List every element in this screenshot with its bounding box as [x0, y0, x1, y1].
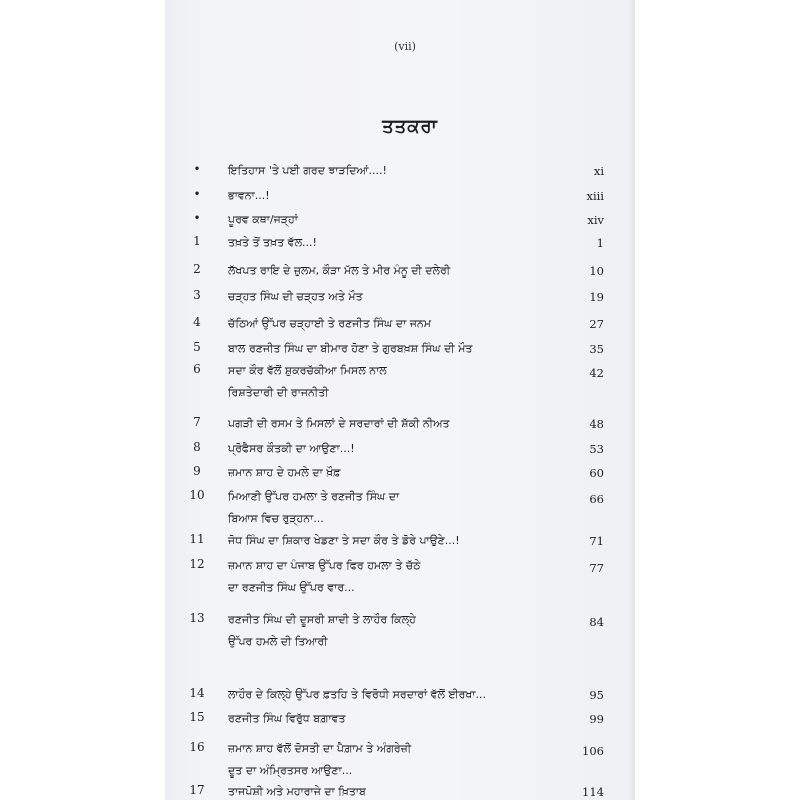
chapter-number: 1 [193, 234, 201, 248]
page-reference: 77 [589, 561, 604, 575]
toc-entry [0, 415, 800, 435]
chapter-title-line: ਜ਼ਮਾਨ ਸ਼ਾਹ ਦੇ ਹਮਲੇ ਦਾ ਖ਼ੌਫ਼ [228, 466, 341, 479]
chapter-number: 4 [193, 315, 201, 329]
chapter-title-line: ਭਾਵਨਾ...! [228, 189, 270, 202]
chapter-title-line: ਰਣਜੀਤ ਸਿੰਘ ਵਿਰੁੱਧ ਬਗ਼ਾਵਤ [228, 712, 346, 725]
toc-entry [0, 686, 800, 706]
chapter-number: 11 [189, 532, 205, 546]
toc-entry [0, 783, 800, 800]
chapter-title-line: ਪ੍ਰੋਫੈਸਰ ਕੌਤਕੀ ਦਾ ਆਉਣਾ...! [228, 442, 355, 455]
page-reference: 95 [589, 688, 604, 702]
chapter-number: 9 [193, 464, 201, 478]
chapter-number: 15 [189, 710, 205, 724]
toc-entry [0, 234, 800, 254]
toc-entry [0, 532, 800, 552]
toc-entry [0, 211, 800, 231]
page-reference: 66 [589, 492, 604, 506]
chapter-title-line: ਤਖ਼ਤੇ ਤੋਂ ਤਖ਼ਤ ਵੱਲ...! [228, 236, 317, 249]
chapter-title-line: ਉੱਪਰ ਹਮਲੇ ਦੀ ਤਿਆਰੀ [228, 635, 328, 648]
chapter-title-line: ਰਣਜੀਤ ਸਿੰਘ ਦੀ ਦੂਸਰੀ ਸ਼ਾਦੀ ਤੇ ਲਾਹੌਰ ਕਿਲ੍ਹੇ [228, 613, 416, 626]
chapter-number: 12 [189, 557, 205, 571]
page-reference: xiii [586, 189, 604, 203]
chapter-title-line: ਜ਼ਮਾਨ ਸ਼ਾਹ ਦਾ ਪੰਜਾਬ ਉੱਪਰ ਫਿਰ ਹਮਲਾ ਤੇ ਚੱਠੇ [228, 559, 421, 572]
chapter-title-line: ਤਾਜਪੋਸ਼ੀ ਅਤੇ ਮਹਾਰਾਜੇ ਦਾ ਖ਼ਿਤਾਬ [228, 785, 366, 798]
chapter-number: 7 [193, 415, 201, 429]
page-reference: 42 [589, 366, 604, 380]
toc-entry [0, 288, 800, 308]
toc-entry [0, 340, 800, 360]
chapter-number: 14 [189, 686, 205, 700]
chapter-number: 5 [193, 340, 201, 354]
chapter-title-line: ਬਾਲ ਰਣਜੀਤ ਸਿੰਘ ਦਾ ਬੀਮਾਰ ਹੋਣਾ ਤੇ ਗੁਰਬਖ਼ਸ਼ ਸਿੰਘ ਦੀ ਮੌਤ [228, 342, 473, 355]
page-reference: 19 [589, 290, 604, 304]
page-reference: xi [593, 164, 604, 178]
chapter-title-line: ਦੂਤ ਦਾ ਅੰਮ੍ਰਿਤਸਰ ਆਉਣਾ... [228, 764, 353, 777]
page-reference: xiv [587, 213, 604, 227]
toc-entry [0, 362, 800, 399]
page-reference: 114 [582, 785, 604, 799]
toc-entry [0, 488, 800, 525]
chapter-title-line: ਜੋਧ ਸਿੰਘ ਦਾ ਸ਼ਿਕਾਰ ਖੇਡਣਾ ਤੇ ਸਦਾ ਕੌਰ ਤੇ ਡੋਰੇ ਪਾਉਣੇ...! [228, 534, 460, 547]
toc-entry [0, 710, 800, 730]
toc-entry [0, 187, 800, 207]
chapter-title-line: ਜ਼ਮਾਨ ਸ਼ਾਹ ਵੱਲੋਂ ਦੋਸਤੀ ਦਾ ਪੈਗ਼ਾਮ ਤੇ ਅੰਗਰੇਜ਼ੀ [228, 742, 412, 755]
chapter-number: 6 [193, 362, 201, 376]
page-reference: 1 [596, 236, 604, 250]
toc-entry [0, 740, 800, 777]
page-reference: 27 [589, 317, 604, 331]
page-reference: 53 [589, 442, 604, 456]
page-reference: 99 [589, 712, 604, 726]
toc-entry [0, 440, 800, 460]
chapter-number: 16 [189, 740, 205, 754]
chapter-title-line: ਚੱਠਿਆਂ ਉੱਪਰ ਚੜ੍ਹਾਈ ਤੇ ਰਣਜੀਤ ਸਿੰਘ ਦਾ ਜਨਮ [228, 317, 432, 330]
page-reference: 60 [589, 466, 604, 480]
page-reference: 106 [582, 744, 604, 758]
chapter-title-line: ਚੜ੍ਹਤ ਸਿੰਘ ਦੀ ਚੜ੍ਹਤ ਅਤੇ ਮੌਤ [228, 290, 363, 303]
toc-entry [0, 262, 800, 282]
toc-entry [0, 464, 800, 484]
chapter-number: 2 [193, 262, 201, 276]
chapter-number: 10 [189, 488, 205, 502]
toc-bullet: • [193, 162, 201, 176]
page-reference: 10 [589, 264, 604, 278]
chapter-title-line: ਸਦਾ ਕੌਰ ਵੱਲੋਂ ਸ਼ੁਕਰਚੱਕੀਆ ਮਿਸਲ ਨਾਲ [228, 364, 387, 377]
toc-entry [0, 162, 800, 182]
page-reference: 48 [589, 417, 604, 431]
chapter-title-line: ਇਤਿਹਾਸ 'ਤੇ ਪਈ ਗਰਦ ਝਾੜਦਿਆਂ....! [228, 164, 387, 177]
toc-entry [0, 557, 800, 594]
chapter-title-line: ਮਿਆਣੀ ਉੱਪਰ ਹਮਲਾ ਤੇ ਰਣਜੀਤ ਸਿੰਘ ਦਾ [228, 490, 400, 503]
chapter-number: 17 [189, 783, 205, 797]
chapter-title-line: ਰਿਸ਼ਤੇਦਾਰੀ ਦੀ ਰਾਜਨੀਤੀ [228, 386, 329, 399]
chapter-number: 3 [193, 288, 201, 302]
chapter-title-line: ਦਾ ਰਣਜੀਤ ਸਿੰਘ ਉੱਪਰ ਵਾਰ... [228, 581, 355, 594]
toc-entry [0, 315, 800, 335]
toc-entry [0, 611, 800, 648]
chapter-number: 13 [189, 611, 205, 625]
chapter-title-line: ਬਿਆਸ ਵਿਚ ਰੁੜ੍ਹਨਾ... [228, 512, 324, 525]
toc-bullet: • [193, 211, 201, 225]
chapter-title-line: ਲਾਹੌਰ ਦੇ ਕਿਲ੍ਹੇ ਉੱਪਰ ਫ਼ਤਹਿ ਤੇ ਵਿਰੋਧੀ ਸਰਦਾਰਾਂ ਵੱਲੋਂ ਈਰਖਾ... [228, 688, 487, 701]
page-reference: 84 [589, 615, 604, 629]
page-reference: 35 [589, 342, 604, 356]
page-number: (vii) [394, 40, 416, 53]
chapter-title-line: ਲੱਖਪਤ ਰਾਇ ਦੇ ਜ਼ੁਲਮ, ਕੌੜਾ ਮੱਲ ਤੇ ਮੀਰ ਮੰਨੂ ਦੀ ਦਲੇਰੀ [228, 264, 451, 277]
chapter-title-line: ਪੂਰਵ ਕਥਾ/ਜੜ੍ਹਾਂ [228, 213, 298, 226]
toc-bullet: • [193, 187, 201, 201]
chapter-number: 8 [193, 440, 201, 454]
chapter-title-line: ਪਗੜੀ ਦੀ ਰਸਮ ਤੇ ਮਿਸਲਾਂ ਦੇ ਸਰਦਾਰਾਂ ਦੀ ਸ਼ੱਕੀ ਨੀਅਤ [228, 417, 450, 430]
page-reference: 71 [589, 534, 604, 548]
contents-heading: ਤਤਕਰਾ [382, 116, 438, 137]
